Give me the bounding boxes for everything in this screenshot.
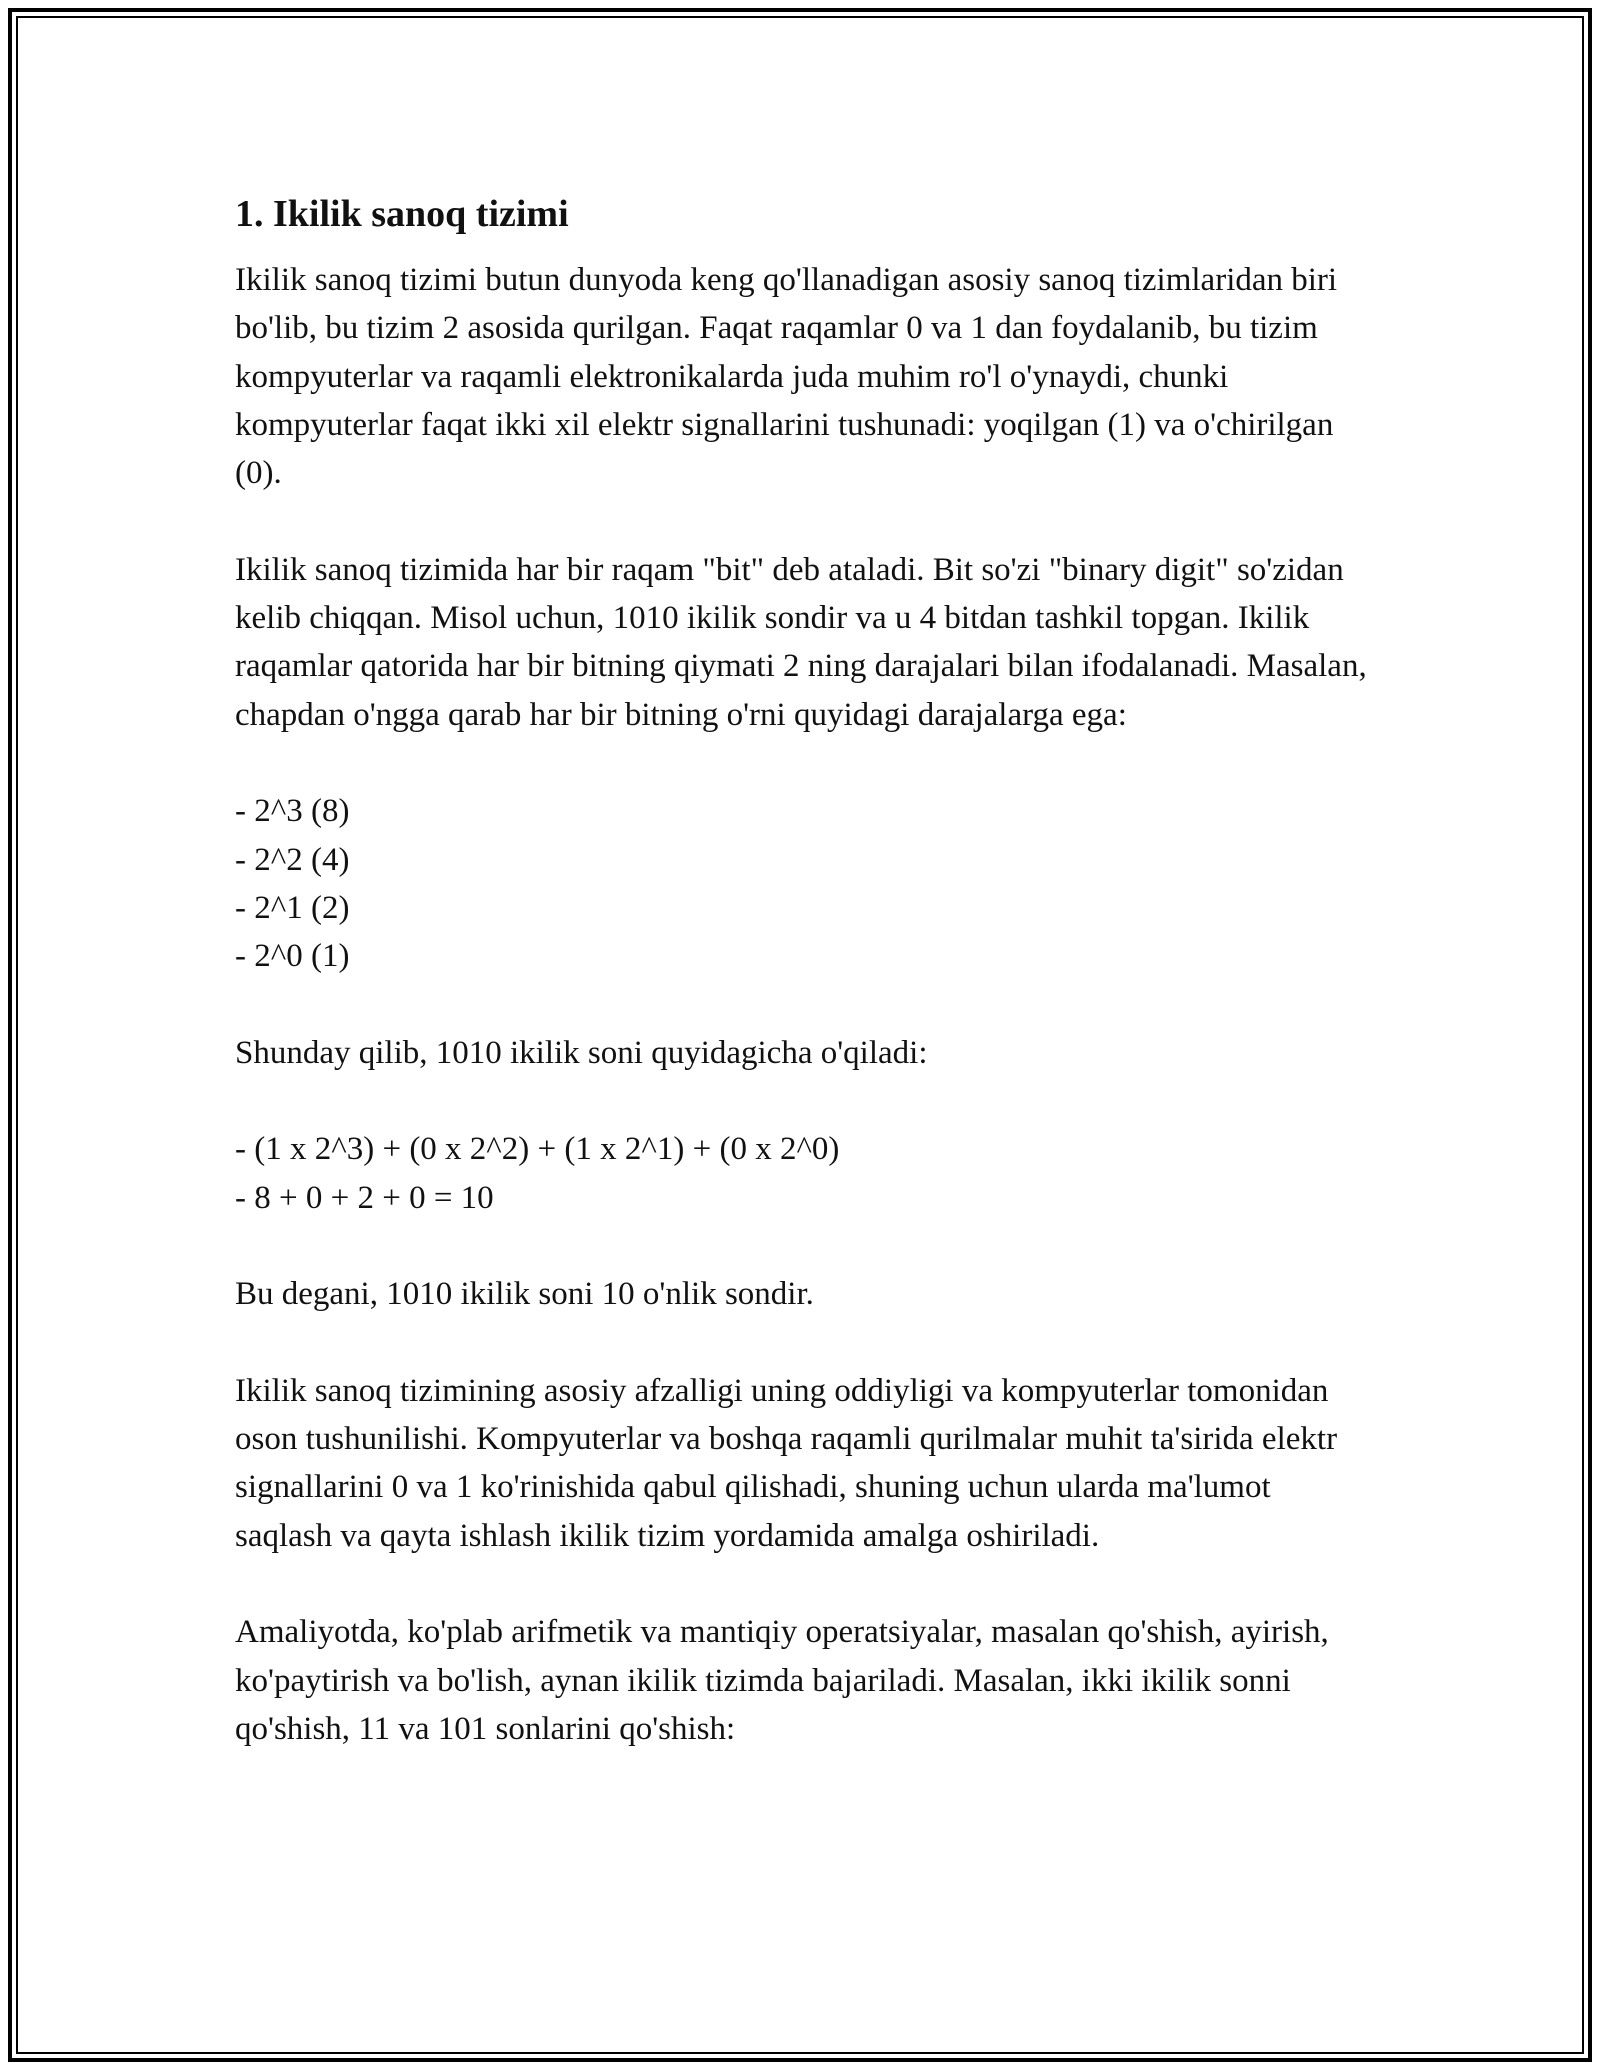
paragraph-practice: Amaliyotda, ko'plab arifmetik va mantiqiy operatsiyalar, masalan qo'shish, ayirish, ko'paytirish va bo'lish, aynan ikilik tizimda bajariladi. Masalan, ikki ikilik sonni qo'shish, 11 va 101 sonlarini qo'shish:: [235, 1614, 1329, 1747]
list-item: - 2^0 (1): [235, 938, 350, 975]
document-body: [235, 186, 1375, 1802]
paragraph-conclusion: Bu degani, 1010 ikilik soni 10 o'nlik sondir.: [235, 1276, 814, 1313]
section-heading: 1. Ikilik sanoq tizimi: [235, 193, 569, 235]
list-item: - 2^2 (4): [235, 841, 350, 878]
powers-list: [235, 787, 1375, 980]
paragraph-bit-definition: Ikilik sanoq tizimida har bir raqam "bit" deb ataladi. Bit so'zi "binary digit" so'zidan kelib chiqqan. Misol uchun, 1010 ikilik sondir va u 4 bitdan tashkil topgan. Ikilik raqamlar qatorida har bir bitning qiymati 2 ning darajalari bilan ifodalanadi. Masalan, chapdan o'ngga qarab har bir bitning o'rni quyidagi darajalarga ega:: [235, 551, 1367, 733]
paragraph-reading-intro: Shunday qilib, 1010 ikilik soni quyidagicha o'qiladi:: [235, 1034, 928, 1071]
list-item: - 8 + 0 + 2 + 0 = 10: [235, 1179, 494, 1216]
list-item: - 2^1 (2): [235, 889, 350, 926]
list-item: - (1 x 2^3) + (0 x 2^2) + (1 x 2^1) + (0 x 2^0): [235, 1131, 840, 1168]
paragraph-intro: Ikilik sanoq tizimi butun dunyoda keng qo'llanadigan asosiy sanoq tizimlaridan biri bo'lib, bu tizim 2 asosida qurilgan. Faqat raqamlar 0 va 1 dan foydalanib, bu tizim kompyuterlar va raqamli elektronikalarda juda muhim ro'l o'ynaydi, chunki kompyuterlar faqat ikki xil elektr signallarini tushunadi: yoqilgan (1) va o'chirilgan (0).: [235, 262, 1338, 492]
paragraph-advantages: Ikilik sanoq tizimining asosiy afzalligi uning oddiyligi va kompyuterlar tomonidan oson tushunilishi. Kompyuterlar va boshqa raqamli qurilmalar muhit ta'sirida elektr signallarini 0 va 1 ko'rinishida qabul qilishadi, shuning uchun ularda ma'lumot saqlash va qayta ishlash ikilik tizim yordamida amalga oshiriladi.: [235, 1372, 1338, 1554]
list-item: - 2^3 (8): [235, 793, 350, 830]
calculation-list: [235, 1125, 1375, 1222]
